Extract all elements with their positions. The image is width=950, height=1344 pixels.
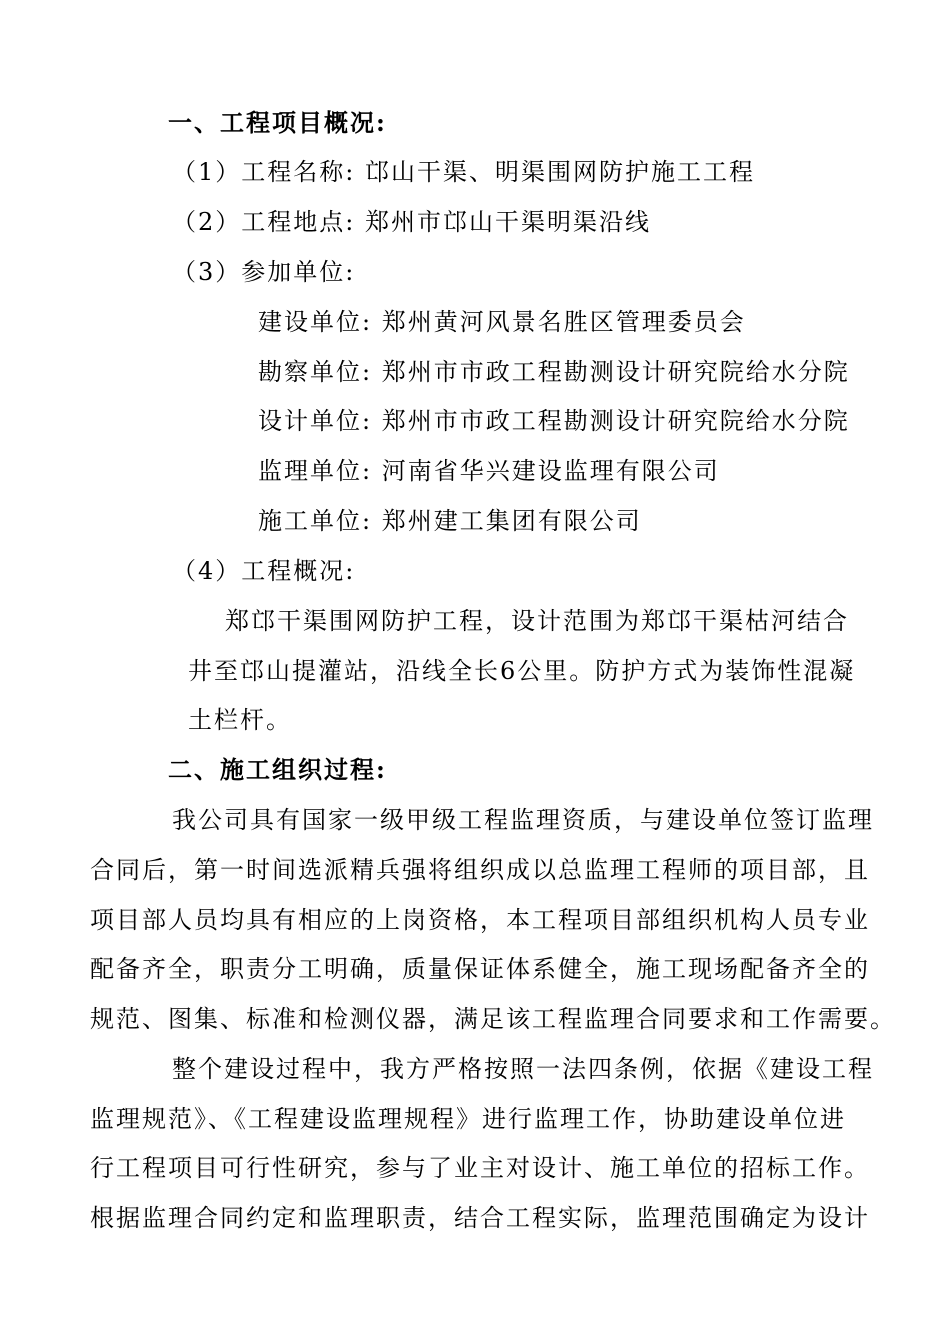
paragraph-line: 规范、图集、标准和检测仪器，满足该工程监理合同要求和工作需要。 [90, 1005, 896, 1033]
overview-line: 井至邙山提灌站，沿线全长6公里。防护方式为装饰性混凝 [188, 657, 856, 685]
contractor-unit-line: 施工单位: 郑州建工集团有限公司 [258, 507, 642, 535]
project-overview-item: （4）工程概况: [172, 557, 356, 585]
paragraph-line: 整个建设过程中，我方严格按照一法四条例，依据《建设工程 [172, 1055, 874, 1083]
paragraph-line: 配备齐全，职责分工明确，质量保证体系健全，施工现场配备齐全的 [90, 955, 870, 983]
paragraph-line: 合同后，第一时间选派精兵强将组织成以总监理工程师的项目部，且 [90, 856, 870, 884]
paragraph-line: 监理规范》、《工程建设监理规程》进行监理工作，协助建设单位进 [90, 1105, 846, 1133]
overview-line: 土栏杆。 [188, 706, 292, 734]
construction-unit-line: 建设单位: 郑州黄河风景名胜区管理委员会 [258, 308, 746, 336]
paragraph-line: 我公司具有国家一级甲级工程监理资质，与建设单位签订监理 [172, 806, 874, 834]
overview-line: 郑邙干渠围网防护工程，设计范围为郑邙干渠枯河结合 [225, 607, 849, 635]
design-unit-line: 设计单位: 郑州市市政工程勘测设计研究院给水分院 [258, 407, 850, 435]
paragraph-line: 行工程项目可行性研究，参与了业主对设计、施工单位的招标工作。 [90, 1154, 870, 1182]
section1-heading: 一、工程项目概况: [168, 108, 387, 137]
survey-unit-line: 勘察单位: 郑州市市政工程勘测设计研究院给水分院 [258, 358, 850, 386]
paragraph-line: 项目部人员均具有相应的上岗资格，本工程项目部组织机构人员专业 [90, 906, 870, 934]
section2-heading: 二、施工组织过程: [168, 755, 387, 784]
project-name-item: （1）工程名称: 邙山干渠、明渠围网防护施工工程 [172, 158, 755, 186]
supervision-unit-line: 监理单位: 河南省华兴建设监理有限公司 [258, 457, 720, 485]
project-location-item: （2）工程地点: 郑州市邙山干渠明渠沿线 [172, 208, 651, 236]
paragraph-line: 根据监理合同约定和监理职责，结合工程实际，监理范围确定为设计 [90, 1204, 870, 1232]
participating-units-item: （3）参加单位: [172, 258, 356, 286]
